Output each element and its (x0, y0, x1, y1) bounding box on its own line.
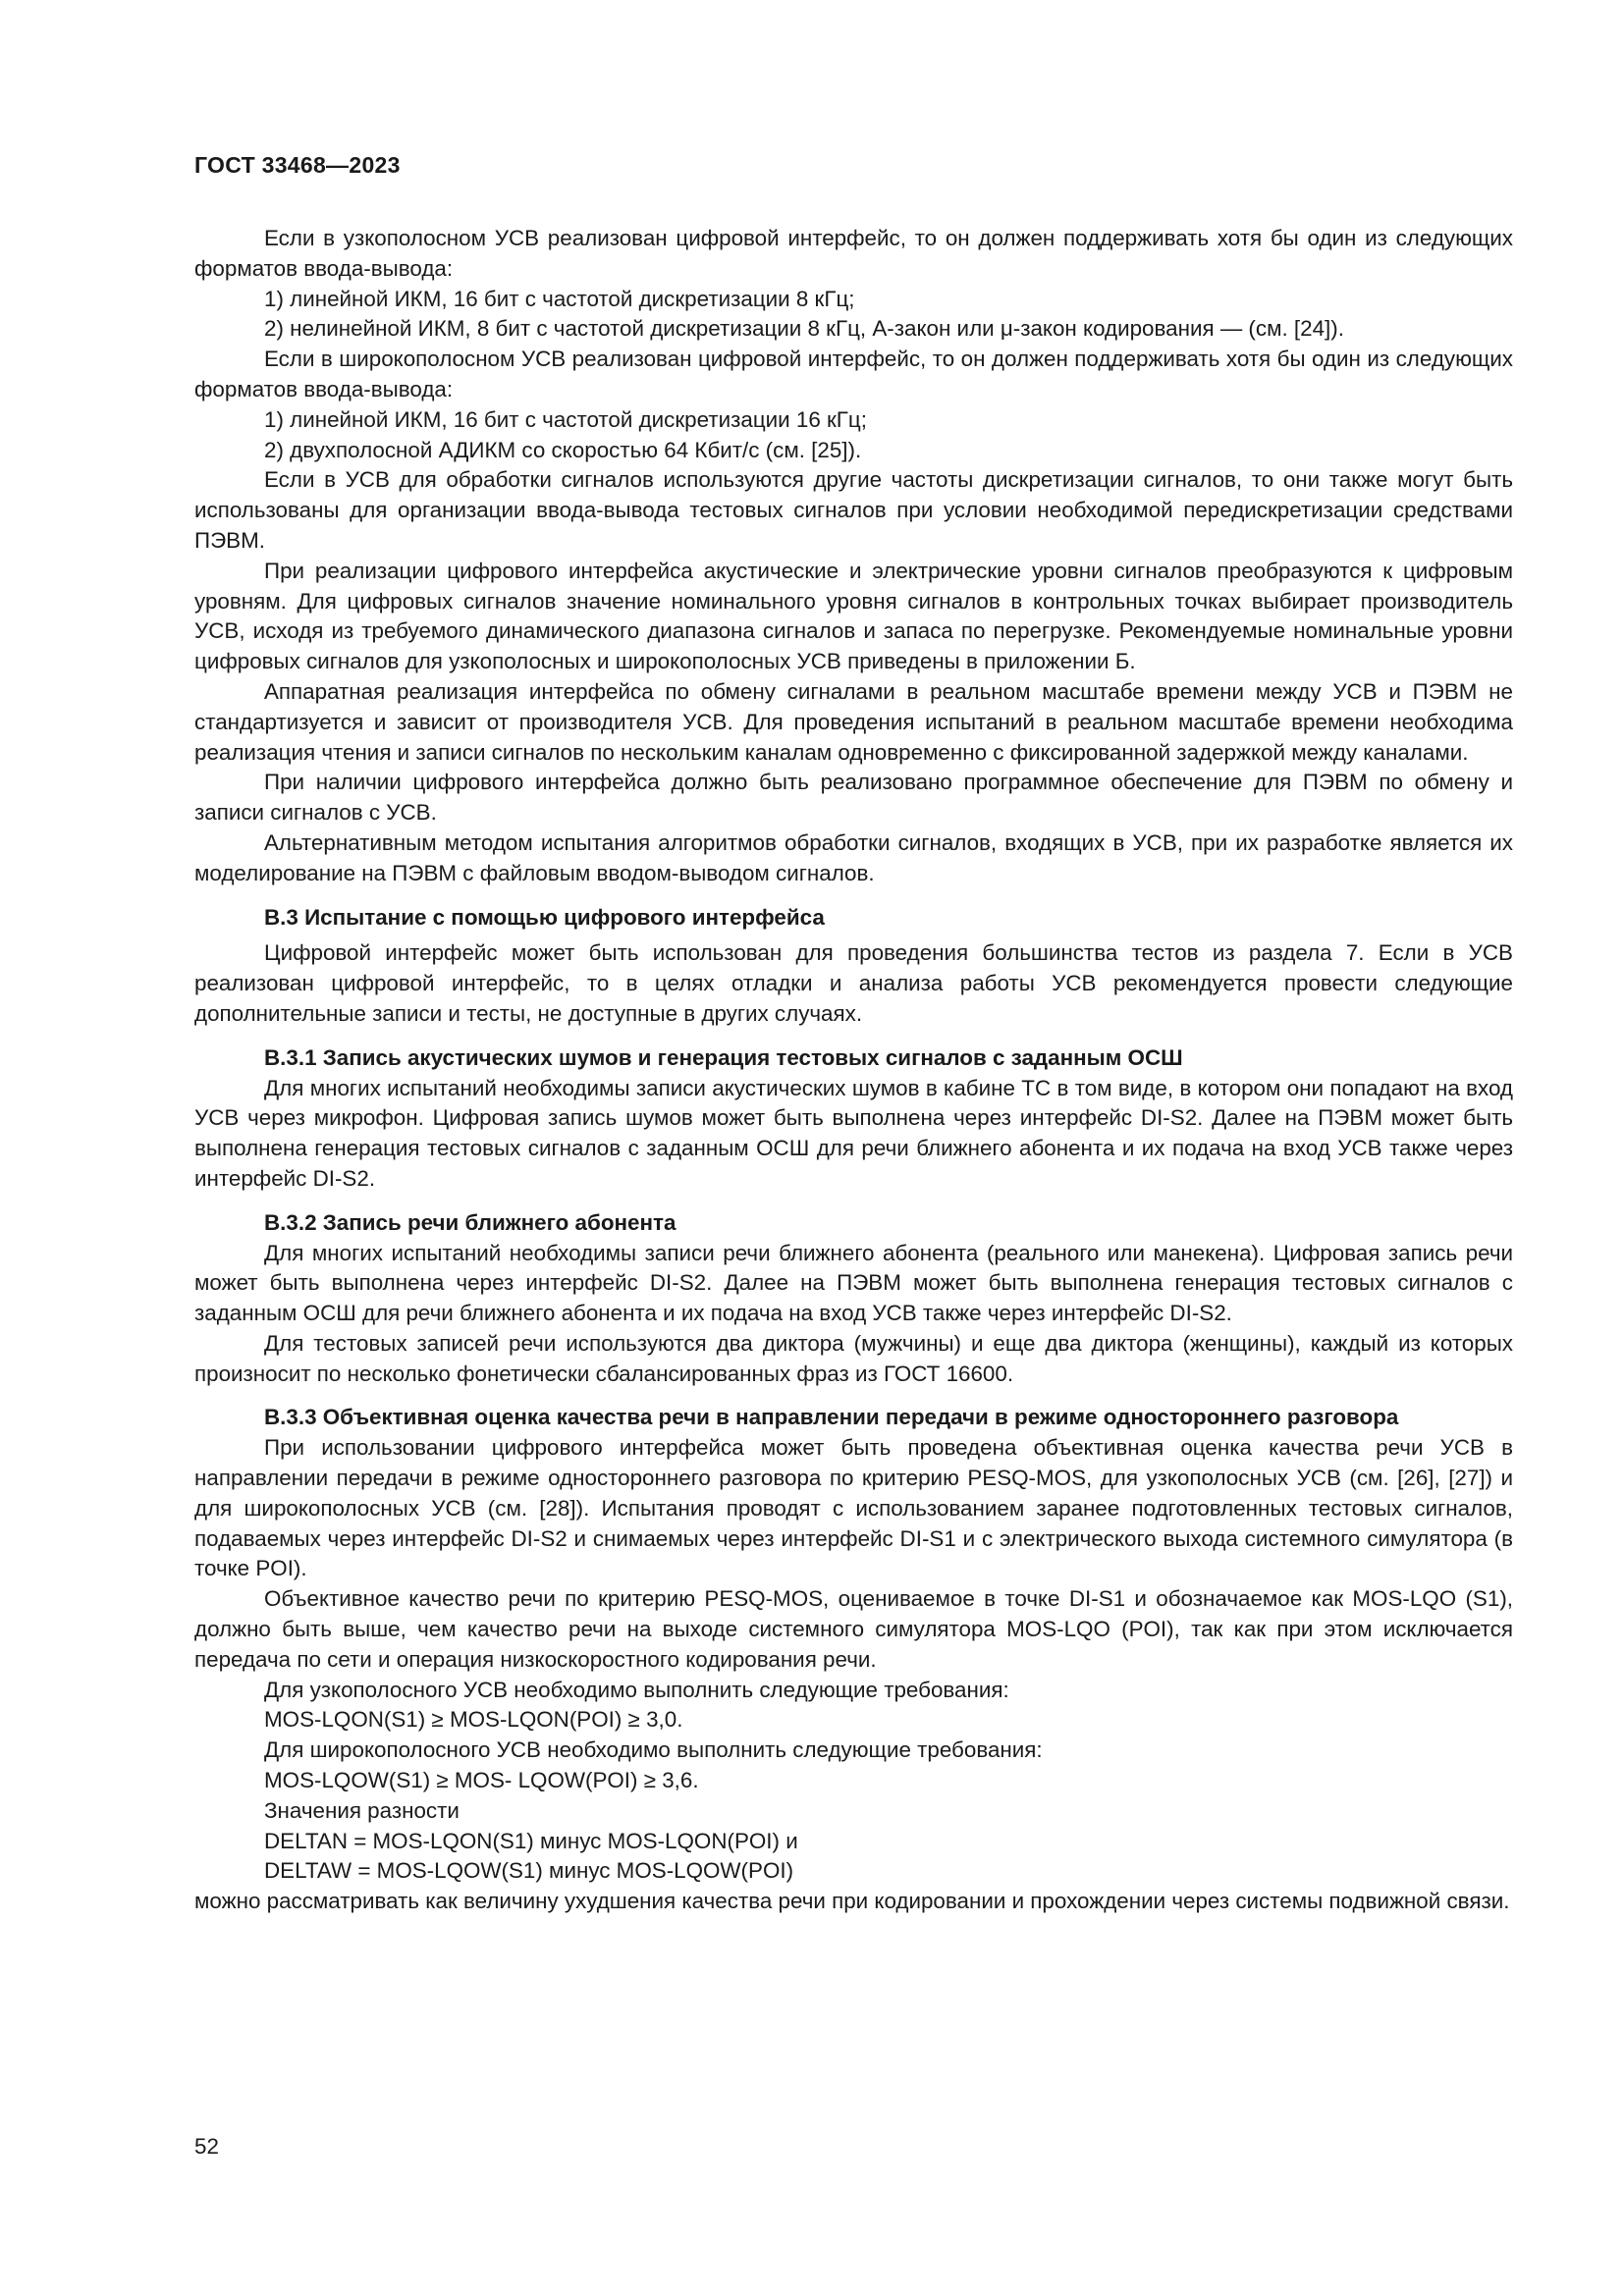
section-heading-b31: В.3.1 Запись акустических шумов и генерация тестовых сигналов с заданным ОСШ (264, 1044, 1183, 1070)
section-heading-b3: В.3 Испытание с помощью цифрового интерфейса (264, 904, 825, 930)
paragraph: При наличии цифрового интерфейса должно быть реализовано программное обеспечение для ПЭВМ по обмену и записи сигналов с УСВ. (194, 770, 1513, 826)
paragraph: Если в УСВ для обработки сигналов используются другие частоты дискретизации сигналов, то они также могут быть использованы для организации ввода-вывода тестовых сигналов при условии необходимой передискретизации средствами ПЭВМ. (194, 467, 1513, 553)
paragraph: Аппаратная реализация интерфейса по обмену сигналами в реальном масштабе времени между УСВ и ПЭВМ не стандартизуется и зависит от производителя УСВ. Для проведения испытаний в реальном масштабе времени необходима реализация чтения и записи сигналов по нескольким каналам одновременно с фиксированной задержкой между каналами. (194, 678, 1513, 765)
list-item: 1) линейной ИКМ, 16 бит с частотой дискретизации 16 кГц; (264, 406, 867, 432)
document-body (194, 224, 1513, 1917)
formula-line: MOS-LQOW(S1) ≥ MOS- LQOW(POI) ≥ 3,6. (264, 1768, 699, 1793)
formula-line: MOS-LQON(S1) ≥ MOS-LQON(POI) ≥ 3,0. (264, 1707, 683, 1733)
paragraph: Объективное качество речи по критерию PESQ-MOS, оцениваемое в точке DI-S1 и обозначаемое как MOS-LQO (S1), должно быть выше, чем качество речи на выходе системного симулятора MOS-LQO (POI), так как при этом исключается передача по сети и операция низкоскоростного кодирования речи. (194, 1586, 1513, 1672)
section-heading-b33: В.3.3 Объективная оценка качества речи в направлении передачи в режиме одностороннего разговора (264, 1405, 1399, 1430)
paragraph: Для тестовых записей речи используются два диктора (мужчины) и еще два диктора (женщины), каждый из которых произносит по несколько фонетически сбалансированных фраз из ГОСТ 16600. (194, 1330, 1513, 1386)
document-code-header: ГОСТ 33468—2023 (194, 152, 401, 178)
paragraph: Для многих испытаний необходимы записи акустических шумов в кабине ТС в том виде, в котором они попадают на вход УСВ через микрофон. Цифровая запись шумов может быть выполнена через интерфейс DI-S2. Далее на ПЭВМ может быть выполнена генерация тестовых сигналов с заданным ОСШ для речи ближнего абонента и их подача на вход УСВ также через интерфейс DI-S2. (194, 1075, 1513, 1191)
paragraph: Для широкополосного УСВ необходимо выполнить следующие требования: (264, 1737, 1043, 1763)
list-item: 2) двухполосной АДИКМ со скоростью 64 Кбит/с (см. [25]). (264, 437, 862, 462)
paragraph: Если в узкополосном УСВ реализован цифровой интерфейс, то он должен поддерживать хотя бы один из следующих форматов ввода-вывода: (194, 226, 1513, 281)
paragraph: Для многих испытаний необходимы записи речи ближнего абонента (реального или манекена). Цифровая запись речи может быть выполнена через интерфейс DI-S2. Далее на ПЭВМ может быть выполнена генерация тестовых сигналов с заданным ОСШ для речи ближнего абонента и их подача на вход УСВ также через интерфейс DI-S2. (194, 1240, 1513, 1326)
paragraph: Цифровой интерфейс может быть использован для проведения большинства тестов из раздела 7. Если в УСВ реализован цифровой интерфейс, то в целях отладки и анализа работы УСВ рекомендуется провести следующие дополнительные записи и тесты, не доступные в других случаях. (194, 940, 1513, 1026)
paragraph: При использовании цифрового интерфейса может быть проведена объективная оценка качества речи УСВ в направлении передачи в режиме одностороннего разговора по критерию PESQ-MOS, для узкополосных УСВ (см. [26], [27]) и для широкополосных УСВ (см. [28]). Испытания проводят с использованием заранее подготовленных тестовых сигналов, подаваемых через интерфейс DI-S2 и снимаемых через интерфейс DI-S1 и с электрического выхода системного симулятора (в точке POI). (194, 1435, 1513, 1581)
formula-line: DELTAW = MOS-LQOW(S1) минус MOS-LQOW(POI) (264, 1858, 794, 1884)
formula-line: DELTAN = MOS-LQON(S1) минус MOS-LQON(POI) и (264, 1828, 798, 1853)
list-item: 2) нелинейной ИКМ, 8 бит с частотой дискретизации 8 кГц, А-закон или μ-закон кодирования — (см. [24]). (264, 316, 1344, 342)
paragraph: При реализации цифрового интерфейса акустические и электрические уровни сигналов преобразуются к цифровым уровням. Для цифровых сигналов значение номинального уровня сигналов в контрольных точках выбирает производитель УСВ, исходя из требуемого динамического диапазона сигналов и запаса по перегрузке. Рекомендуемые номинальные уровни цифровых сигналов для узкополосных и широкополосных УСВ приведены в приложении Б. (194, 558, 1513, 674)
paragraph: Для узкополосного УСВ необходимо выполнить следующие требования: (264, 1677, 1009, 1702)
paragraph: можно рассматривать как величину ухудшения качества речи при кодировании и прохождении через системы подвижной связи. (194, 1889, 1510, 1914)
page-number: 52 (194, 2134, 219, 2159)
section-heading-b32: В.3.2 Запись речи ближнего абонента (264, 1209, 677, 1235)
list-item: 1) линейной ИКМ, 16 бит с частотой дискретизации 8 кГц; (264, 286, 855, 311)
paragraph: Значения разности (264, 1797, 460, 1823)
paragraph: Альтернативным методом испытания алгоритмов обработки сигналов, входящих в УСВ, при их разработке является их моделирование на ПЭВМ с файловым вводом-выводом сигналов. (194, 829, 1513, 885)
paragraph: Если в широкополосном УСВ реализован цифровой интерфейс, то он должен поддерживать хотя бы один из следующих форматов ввода-вывода: (194, 347, 1513, 401)
